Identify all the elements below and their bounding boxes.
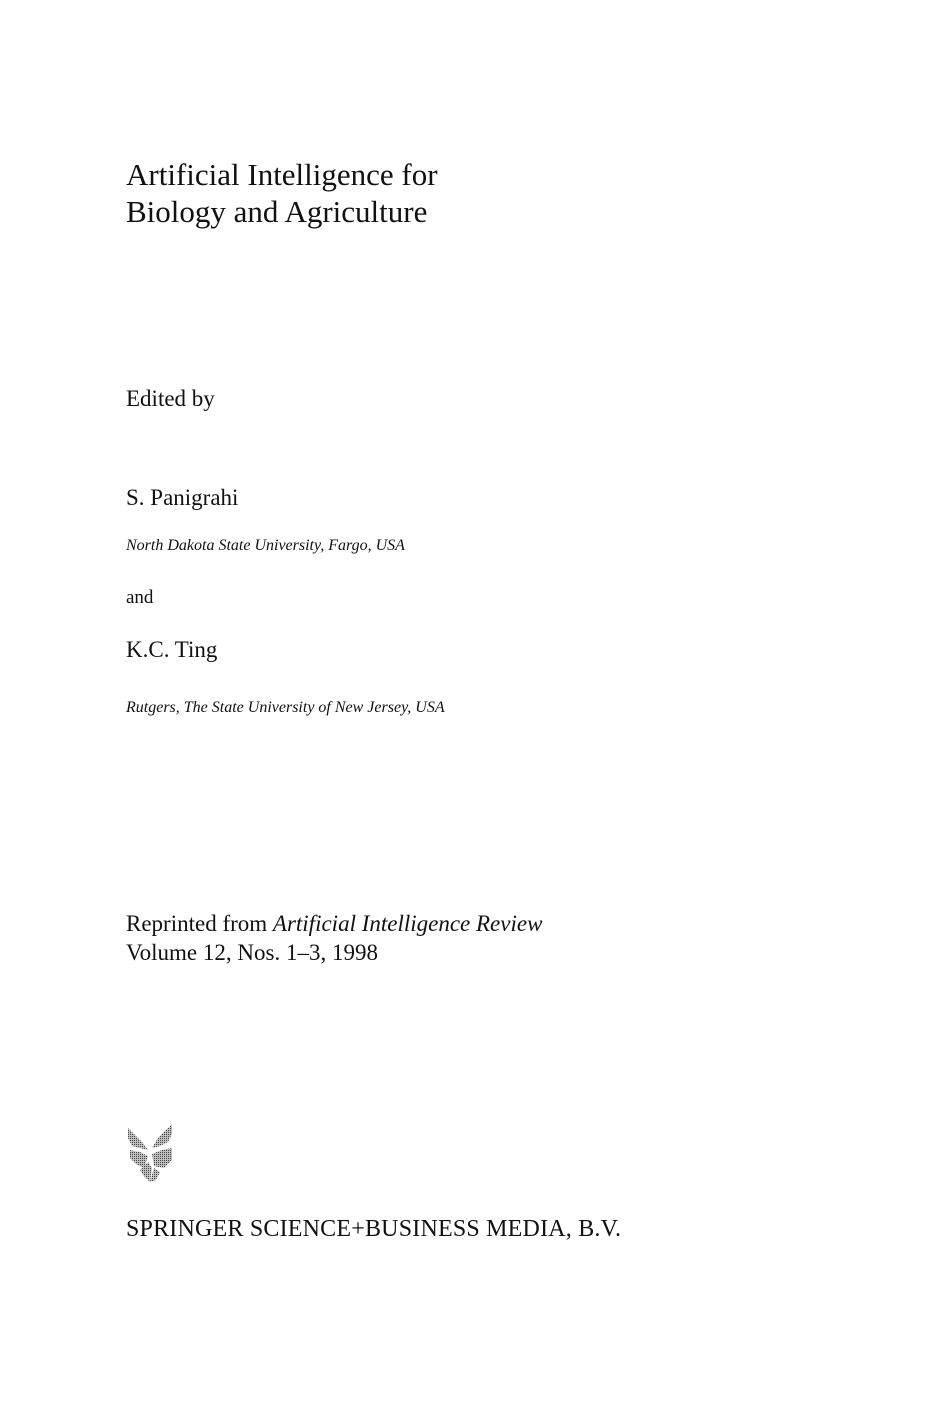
- journal-name: Artificial Intelligence Review: [272, 911, 543, 936]
- editor-name-2: K.C. Ting: [126, 637, 218, 662]
- editor-name-1: S. Panigrahi: [126, 485, 239, 510]
- edited-by-label: Edited by: [126, 386, 215, 411]
- publisher-name: SPRINGER SCIENCE+BUSINESS MEDIA, B.V.: [126, 1216, 622, 1242]
- springer-knight-logo-icon: [126, 1124, 174, 1182]
- reprint-prefix: Reprinted from: [126, 911, 273, 936]
- book-title-line-2: Biology and Agriculture: [126, 194, 428, 229]
- reprint-notice: [126, 909, 542, 967]
- reprint-volume: Volume 12, Nos. 1–3, 1998: [126, 940, 378, 965]
- editor-affiliation-1: North Dakota State University, Fargo, USA: [126, 537, 405, 554]
- book-title: [126, 156, 438, 230]
- conjunction-and: and: [126, 587, 154, 608]
- editor-affiliation-2: Rutgers, The State University of New Jersey, USA: [126, 699, 445, 716]
- reprint-source-line: [126, 909, 542, 938]
- book-title-line-1: Artificial Intelligence for: [126, 157, 438, 192]
